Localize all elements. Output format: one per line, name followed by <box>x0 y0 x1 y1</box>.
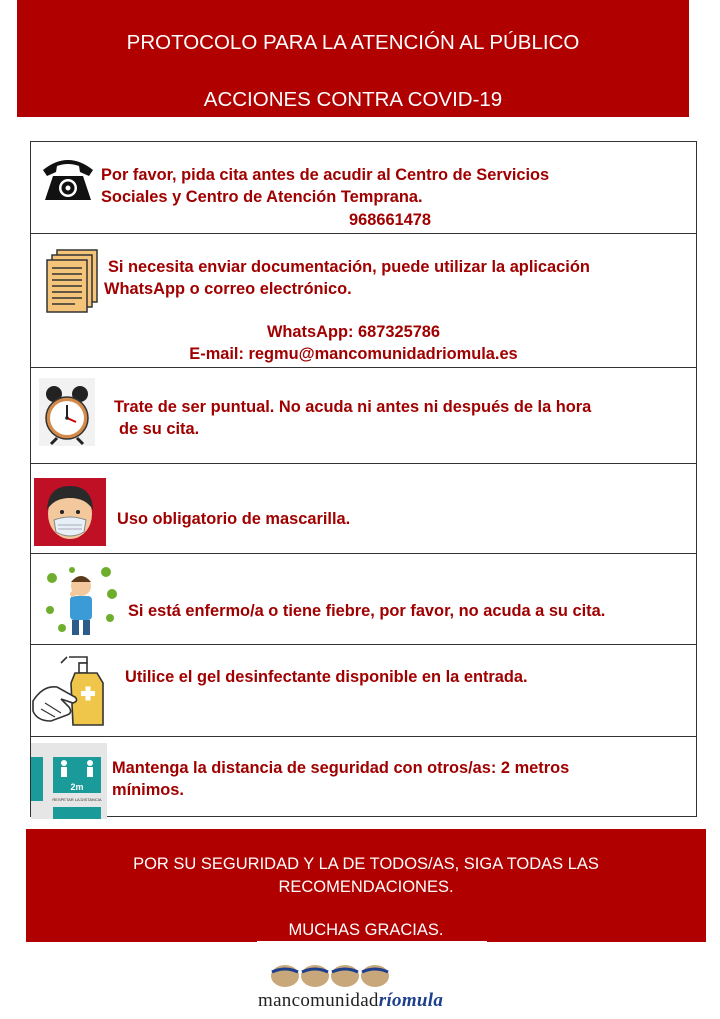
footer-recommendation <box>26 853 706 899</box>
alarm-clock-icon <box>39 378 95 446</box>
instruction-row-mask <box>31 464 696 554</box>
sanitizer-text: Utilice el gel desinfectante disponible en la entrada. <box>125 668 528 686</box>
documents-text-line1: Si necesita enviar documentación, puede utilizar la aplicación <box>108 258 590 276</box>
distance-text-line1: Mantenga la distancia de seguridad con otros/as: 2 metros <box>112 759 570 777</box>
covid-subtitle: ACCIONES CONTRA COVID-19 <box>203 88 503 111</box>
instruction-row-distance <box>31 737 696 818</box>
appointment-text-line1: Por favor, pida cita antes de acudir al Centro de Servicios <box>101 166 550 184</box>
face-mask-icon <box>34 478 106 546</box>
documents-icon <box>45 248 101 314</box>
social-distance-icon <box>31 743 107 819</box>
sick-text: Si está enfermo/a o tiene fiebre, por favor, no acuda a su cita. <box>128 602 606 620</box>
instruction-row-sanitizer <box>31 645 696 737</box>
distance-text-line2: mínimos. <box>112 781 184 799</box>
email-address: E-mail: regmu@mancomunidadriomula.es <box>189 345 518 363</box>
appointment-text-line2: Sociales y Centro de Atención Temprana. <box>101 188 423 206</box>
sick-person-icon <box>42 562 120 638</box>
footer-thanks: MUCHAS GRACIAS. <box>288 921 444 939</box>
protocol-title: PROTOCOLO PARA LA ATENCIÓN AL PÚBLICO <box>126 31 580 54</box>
instruction-row-sick <box>31 554 696 645</box>
whatsapp-number: WhatsApp: 687325786 <box>266 323 441 341</box>
distance-sign-label: 2m <box>70 782 84 792</box>
documents-text-line2: WhatsApp o correo electrónico. <box>104 280 352 298</box>
hand-sanitizer-icon <box>31 651 107 729</box>
logo-emblem-icon <box>270 962 390 990</box>
instruction-row-documents <box>31 234 696 368</box>
instructions-table <box>30 141 697 817</box>
instruction-row-appointment <box>31 142 696 234</box>
instruction-row-punctuality <box>31 368 696 464</box>
header-banner <box>17 0 689 117</box>
telephone-icon <box>39 154 97 204</box>
footer-line1: POR SU SEGURIDAD Y LA DE TODOS/AS, SIGA TODAS LAS <box>133 855 599 873</box>
footer-banner <box>26 829 706 942</box>
punctuality-text-line1: Trate de ser puntual. No acuda ni antes ni después de la hora <box>114 398 592 416</box>
logo-text-plain: mancomunidad <box>258 990 379 1011</box>
footer-line2: RECOMENDACIONES. <box>278 878 454 896</box>
logo-wordmark <box>258 990 443 1012</box>
appointment-phone: 968661478 <box>349 211 432 229</box>
mask-text: Uso obligatorio de mascarilla. <box>117 510 351 528</box>
logo-text-emphasis: ríomula <box>378 990 444 1011</box>
distance-sign-caption: RESPETAR LA DISTANCIA <box>52 797 102 802</box>
punctuality-text-line2: de su cita. <box>119 420 200 438</box>
